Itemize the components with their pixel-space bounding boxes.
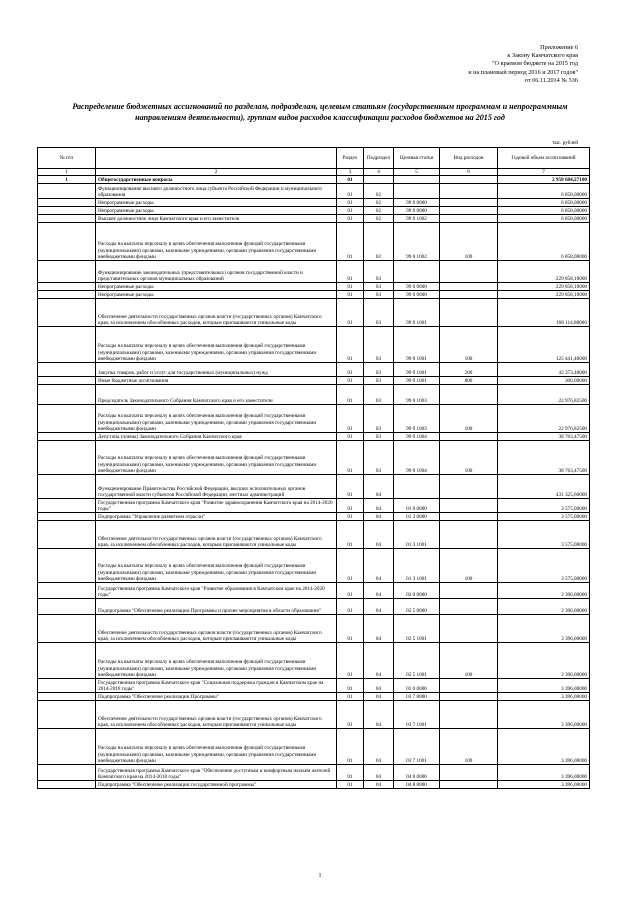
row-amount: 3 396,00000 bbox=[498, 693, 590, 701]
row-number bbox=[38, 199, 96, 207]
row-target-article: 99 0 1002 bbox=[394, 223, 440, 261]
row-name: Расходы на выплаты персоналу в целях обеспечения выполнения функций государственными (муниципальными) органами, казенными учреждениями, органами управления государственными внебюджетными фондами bbox=[96, 441, 337, 475]
row-name: Непрограммные расходы bbox=[96, 207, 337, 215]
row-amount: 3 575,00000 bbox=[498, 499, 590, 513]
row-amount: 6 858,00000 bbox=[498, 207, 590, 215]
table-row bbox=[38, 261, 590, 283]
row-podrazdel: 02 bbox=[364, 199, 394, 207]
table-row bbox=[38, 599, 590, 615]
table-row bbox=[38, 549, 590, 583]
row-name: Непрограммные расходы bbox=[96, 199, 337, 207]
appendix-line: к Закону Камчатского края bbox=[507, 52, 578, 60]
row-expense-type bbox=[440, 176, 498, 184]
row-number bbox=[38, 261, 96, 283]
row-expense-type bbox=[440, 679, 498, 693]
row-amount: 6 858,00000 bbox=[498, 215, 590, 223]
row-expense-type: 100 bbox=[440, 441, 498, 475]
row-podrazdel: 04 bbox=[364, 583, 394, 599]
row-podrazdel: 02 bbox=[364, 207, 394, 215]
table-row bbox=[38, 199, 590, 207]
row-podrazdel: 04 bbox=[364, 615, 394, 643]
row-number bbox=[38, 615, 96, 643]
row-amount: 3 396,00000 bbox=[498, 583, 590, 599]
row-name: Расходы на выплаты персоналу в целях обеспечения выполнения функций государственными (муниципальными) органами, казенными учреждениями, органами управления государственными внебюджетными фондами bbox=[96, 549, 337, 583]
row-amount: 3 396,00000 bbox=[498, 765, 590, 781]
row-amount: 125 441,40000 bbox=[498, 327, 590, 363]
row-number bbox=[38, 781, 96, 789]
row-name: Расходы на выплаты персоналу в целях обеспечения выполнения функций государственными (муниципальными) органами, казенными учреждениями, органами управления государственными внебюджетными фондами bbox=[96, 223, 337, 261]
appendix-line: и на плановый период 2016 и 2017 годов" bbox=[468, 68, 578, 76]
row-podrazdel: 03 bbox=[364, 291, 394, 299]
row-podrazdel: 02 bbox=[364, 223, 394, 261]
row-amount: 229 858,10000 bbox=[498, 291, 590, 299]
row-number bbox=[38, 765, 96, 781]
row-podrazdel: 03 bbox=[364, 261, 394, 283]
row-expense-type bbox=[440, 283, 498, 291]
row-number bbox=[38, 291, 96, 299]
row-name: Обеспечение деятельности государственных органов власти (государственных органов) Камчатского края, за исключением обособленных расходов, которым присваиваются уникальные коды bbox=[96, 701, 337, 729]
row-razdel: 01 bbox=[337, 215, 364, 223]
row-razdel: 01 bbox=[337, 327, 364, 363]
column-number-row bbox=[38, 169, 590, 176]
row-podrazdel: 02 bbox=[364, 184, 394, 199]
row-number bbox=[38, 729, 96, 765]
row-expense-type bbox=[440, 701, 498, 729]
row-amount: 3 396,00000 bbox=[498, 781, 590, 789]
row-podrazdel: 04 bbox=[364, 513, 394, 521]
row-expense-type bbox=[440, 693, 498, 701]
row-expense-type bbox=[440, 781, 498, 789]
row-razdel: 01 bbox=[337, 729, 364, 765]
col-number: 7 bbox=[498, 169, 590, 176]
row-razdel: 01 bbox=[337, 583, 364, 599]
row-name: Государственная программа Камчатского края "Социальная поддержка граждан в Камчатском крае на 2014-2018 годы" bbox=[96, 679, 337, 693]
row-podrazdel: 04 bbox=[364, 521, 394, 549]
table-row bbox=[38, 405, 590, 433]
row-razdel: 01 bbox=[337, 291, 364, 299]
row-razdel: 01 bbox=[337, 765, 364, 781]
row-razdel: 01 bbox=[337, 615, 364, 643]
row-amount: 229 858,10000 bbox=[498, 283, 590, 291]
row-podrazdel: 04 bbox=[364, 475, 394, 499]
row-razdel: 01 bbox=[337, 513, 364, 521]
row-number bbox=[38, 184, 96, 199]
row-expense-type bbox=[440, 385, 498, 405]
row-name: Государственная программа Камчатского края "Развитие образования в Камчатском крае на 2014-2020 годы" bbox=[96, 583, 337, 599]
appendix-header bbox=[338, 44, 578, 85]
row-podrazdel: 04 bbox=[364, 499, 394, 513]
table-row bbox=[38, 475, 590, 499]
row-expense-type bbox=[440, 499, 498, 513]
row-number bbox=[38, 701, 96, 729]
row-expense-type: 100 bbox=[440, 643, 498, 679]
row-razdel: 01 bbox=[337, 176, 364, 184]
row-name: Непрограммные расходы bbox=[96, 283, 337, 291]
row-amount: 3 575,00000 bbox=[498, 513, 590, 521]
row-razdel: 01 bbox=[337, 405, 364, 433]
row-target-article: 99 0 0000 bbox=[394, 291, 440, 299]
row-razdel: 01 bbox=[337, 207, 364, 215]
row-name: Функционирование высшего должностного лица субъекта Российской Федерации и муниципального образования bbox=[96, 184, 337, 199]
table-row bbox=[38, 615, 590, 643]
row-podrazdel: 04 bbox=[364, 679, 394, 693]
row-amount: 431 325,60000 bbox=[498, 475, 590, 499]
row-razdel: 01 bbox=[337, 549, 364, 583]
row-target-article: 99 0 1001 bbox=[394, 327, 440, 363]
document-title: Распределение бюджетных ассигнований по разделам, подразделам, целевым статьям (государственным программам и непрограммным направлениям деятельности), группам видов расходов классификации расходов бюджетов на 2015 год bbox=[72, 102, 568, 122]
row-number bbox=[38, 405, 96, 433]
row-expense-type bbox=[440, 207, 498, 215]
row-expense-type bbox=[440, 583, 498, 599]
row-name: Иные бюджетные ассигнования bbox=[96, 377, 337, 385]
row-name: Расходы на выплаты персоналу в целях обеспечения выполнения функций государственными (муниципальными) органами, казенными учреждениями, органами управления государственными внебюджетными фондами bbox=[96, 327, 337, 363]
row-amount: 3 575,00000 bbox=[498, 521, 590, 549]
row-name: Закупка товаров, работ и услуг для государственных (муниципальных) нужд bbox=[96, 363, 337, 377]
row-expense-type bbox=[440, 521, 498, 549]
row-target-article: 99 0 1001 bbox=[394, 377, 440, 385]
row-amount: 3 396,00000 bbox=[498, 679, 590, 693]
col-header-razdel: Раздел bbox=[337, 148, 364, 169]
row-target-article: 03 7 1001 bbox=[394, 729, 440, 765]
row-name: Государственная программа Камчатского края "Развитие здравоохранения Камчатского края на 2014-2020 годы" bbox=[96, 499, 337, 513]
row-name: Общегосударственные вопросы bbox=[96, 176, 337, 184]
col-header-podrazdel: Подраздел bbox=[364, 148, 394, 169]
row-name: Непрограммные расходы bbox=[96, 291, 337, 299]
row-name: Обеспечение деятельности государственных органов власти (государственных органов) Камчатского края, за исключением обособленных расходов, которым присваиваются уникальные коды bbox=[96, 615, 337, 643]
row-target-article: 04 0 0000 bbox=[394, 765, 440, 781]
table-row bbox=[38, 693, 590, 701]
row-razdel: 01 bbox=[337, 363, 364, 377]
row-name: Подпрограмма "Обеспечение реализации Программы" bbox=[96, 693, 337, 701]
row-amount: 300,00000 bbox=[498, 377, 590, 385]
row-razdel: 01 bbox=[337, 377, 364, 385]
row-target-article: 99 0 1001 bbox=[394, 363, 440, 377]
row-target-article: 99 0 1003 bbox=[394, 405, 440, 433]
row-razdel: 01 bbox=[337, 781, 364, 789]
table-row bbox=[38, 729, 590, 765]
col-header-name bbox=[96, 148, 337, 169]
row-number bbox=[38, 283, 96, 291]
col-header-number: № п/п bbox=[38, 148, 96, 169]
row-number bbox=[38, 441, 96, 475]
row-amount: 3 396,00000 bbox=[498, 615, 590, 643]
row-razdel: 01 bbox=[337, 283, 364, 291]
row-number bbox=[38, 299, 96, 327]
row-amount: 168 114,80000 bbox=[498, 299, 590, 327]
row-podrazdel: 04 bbox=[364, 701, 394, 729]
row-razdel: 01 bbox=[337, 385, 364, 405]
row-name: Подпрограмма "Управление развитием отрасли" bbox=[96, 513, 337, 521]
row-name: Высшее должностное лицо Камчатского края и его заместители bbox=[96, 215, 337, 223]
unit-label: тыс. рублей bbox=[552, 140, 578, 146]
row-number bbox=[38, 583, 96, 599]
table-row bbox=[38, 499, 590, 513]
row-amount: 38 763,47500 bbox=[498, 441, 590, 475]
row-target-article: 01 3 0000 bbox=[394, 513, 440, 521]
row-number bbox=[38, 549, 96, 583]
row-number bbox=[38, 215, 96, 223]
row-name: Подпрограмма "Обеспечение реализации государственной программы" bbox=[96, 781, 337, 789]
table-row bbox=[38, 433, 590, 441]
row-podrazdel: 04 bbox=[364, 729, 394, 765]
row-number bbox=[38, 433, 96, 441]
table-row bbox=[38, 583, 590, 599]
row-podrazdel: 04 bbox=[364, 643, 394, 679]
appendix-line: "О краевом бюджете на 2015 год bbox=[492, 60, 578, 68]
table-row bbox=[38, 679, 590, 693]
row-expense-type bbox=[440, 291, 498, 299]
row-name: Расходы на выплаты персоналу в целях обеспечения выполнения функций государственными (муниципальными) органами, казенными учреждениями, органами управления государственными внебюджетными фондами bbox=[96, 643, 337, 679]
table-row bbox=[38, 184, 590, 199]
row-amount: 229 858,10000 bbox=[498, 261, 590, 283]
row-number bbox=[38, 385, 96, 405]
row-razdel: 01 bbox=[337, 475, 364, 499]
row-amount: 6 858,00000 bbox=[498, 184, 590, 199]
row-number bbox=[38, 207, 96, 215]
row-amount: 3 396,00000 bbox=[498, 701, 590, 729]
row-expense-type bbox=[440, 513, 498, 521]
row-amount: 38 763,47500 bbox=[498, 433, 590, 441]
table-row bbox=[38, 701, 590, 729]
row-target-article: 02 5 0000 bbox=[394, 599, 440, 615]
row-podrazdel: 03 bbox=[364, 433, 394, 441]
row-podrazdel: 04 bbox=[364, 765, 394, 781]
table-row bbox=[38, 781, 590, 789]
col-number: 1 bbox=[38, 169, 96, 176]
col-number: 2 bbox=[96, 169, 337, 176]
row-target-article: 99 0 0000 bbox=[394, 283, 440, 291]
row-razdel: 01 bbox=[337, 433, 364, 441]
row-expense-type bbox=[440, 299, 498, 327]
row-target-article: 99 0 1004 bbox=[394, 433, 440, 441]
appendix-line: от 06.11.2014 № 536 bbox=[524, 76, 578, 84]
appendix-line: Приложение 6 bbox=[540, 44, 578, 51]
row-expense-type bbox=[440, 615, 498, 643]
table-row bbox=[38, 207, 590, 215]
row-name: Подпрограмма "Обеспечение реализации Программы и прочие мероприятия в области образования" bbox=[96, 599, 337, 615]
row-number bbox=[38, 377, 96, 385]
row-razdel: 01 bbox=[337, 521, 364, 549]
row-expense-type bbox=[440, 765, 498, 781]
row-target-article: 01 3 1001 bbox=[394, 549, 440, 583]
table-header-row bbox=[38, 148, 590, 169]
row-target-article: 01 0 0000 bbox=[394, 499, 440, 513]
row-target-article bbox=[394, 475, 440, 499]
row-name: Функционирование Правительства Российской Федерации, высших исполнительных органов государственной власти субъектов Российской Федерации, местных администраций bbox=[96, 475, 337, 499]
table-row bbox=[38, 385, 590, 405]
row-razdel: 01 bbox=[337, 701, 364, 729]
row-expense-type: 100 bbox=[440, 223, 498, 261]
table-row bbox=[38, 513, 590, 521]
row-expense-type: 100 bbox=[440, 405, 498, 433]
table-row bbox=[38, 299, 590, 327]
row-razdel: 01 bbox=[337, 261, 364, 283]
row-podrazdel: 04 bbox=[364, 693, 394, 701]
table-row bbox=[38, 521, 590, 549]
table-row bbox=[38, 643, 590, 679]
row-expense-type bbox=[440, 475, 498, 499]
row-target-article: 99 0 0000 bbox=[394, 199, 440, 207]
row-number bbox=[38, 513, 96, 521]
table-row bbox=[38, 441, 590, 475]
row-target-article: 02 0 0000 bbox=[394, 583, 440, 599]
row-razdel: 01 bbox=[337, 599, 364, 615]
col-header-expense-type: Вид расходов bbox=[440, 148, 498, 169]
row-target-article bbox=[394, 176, 440, 184]
row-podrazdel: 03 bbox=[364, 405, 394, 433]
row-amount: 22 976,82500 bbox=[498, 405, 590, 433]
row-name: Расходы на выплаты персоналу в целях обеспечения выполнения функций государственными (муниципальными) органами, казенными учреждениями, органами управления государственными внебюджетными фондами bbox=[96, 729, 337, 765]
row-target-article: 03 7 0000 bbox=[394, 693, 440, 701]
row-podrazdel: 03 bbox=[364, 385, 394, 405]
row-name: Депутаты (члены) Законодательного Собрания Камчатского края bbox=[96, 433, 337, 441]
row-target-article: 02 5 1001 bbox=[394, 615, 440, 643]
row-target-article: 99 0 1002 bbox=[394, 215, 440, 223]
row-razdel: 01 bbox=[337, 199, 364, 207]
table-row bbox=[38, 327, 590, 363]
row-name: Обеспечение деятельности государственных органов власти (государственных органов) Камчатского края, за исключением обособленных расходов, которым присваиваются уникальные коды bbox=[96, 521, 337, 549]
row-number bbox=[38, 499, 96, 513]
row-podrazdel bbox=[364, 176, 394, 184]
row-amount: 42 373,40000 bbox=[498, 363, 590, 377]
row-razdel: 01 bbox=[337, 184, 364, 199]
row-number bbox=[38, 599, 96, 615]
row-expense-type bbox=[440, 215, 498, 223]
row-target-article bbox=[394, 261, 440, 283]
row-target-article: 04 8 0000 bbox=[394, 781, 440, 789]
table-body bbox=[38, 176, 590, 789]
row-target-article: 99 0 1003 bbox=[394, 385, 440, 405]
row-podrazdel: 03 bbox=[364, 377, 394, 385]
row-target-article: 01 3 1001 bbox=[394, 521, 440, 549]
row-podrazdel: 03 bbox=[364, 327, 394, 363]
row-amount: 3 575,00000 bbox=[498, 549, 590, 583]
row-expense-type: 100 bbox=[440, 327, 498, 363]
row-expense-type bbox=[440, 199, 498, 207]
row-target-article bbox=[394, 184, 440, 199]
row-expense-type: 200 bbox=[440, 363, 498, 377]
row-podrazdel: 03 bbox=[364, 363, 394, 377]
row-target-article: 99 0 1001 bbox=[394, 299, 440, 327]
row-expense-type bbox=[440, 433, 498, 441]
row-target-article: 99 0 0000 bbox=[394, 207, 440, 215]
row-number: 1 bbox=[38, 176, 96, 184]
table-row bbox=[38, 363, 590, 377]
col-header-annual-amount: Годовой объем ассигнований bbox=[498, 148, 590, 169]
table-row bbox=[38, 215, 590, 223]
row-podrazdel: 02 bbox=[364, 215, 394, 223]
table-row bbox=[38, 765, 590, 781]
table-row bbox=[38, 377, 590, 385]
row-target-article: 03 7 1001 bbox=[394, 701, 440, 729]
row-amount: 3 396,00000 bbox=[498, 599, 590, 615]
row-podrazdel: 04 bbox=[364, 549, 394, 583]
row-name: Государственная программа Камчатского края "Обеспечение доступным и комфортным жильем жителей Камчатского края на 2014-2018 годы" bbox=[96, 765, 337, 781]
col-number: 6 bbox=[440, 169, 498, 176]
col-number: 3 bbox=[337, 169, 364, 176]
row-number bbox=[38, 693, 96, 701]
row-podrazdel: 03 bbox=[364, 441, 394, 475]
table-row bbox=[38, 223, 590, 261]
row-expense-type bbox=[440, 261, 498, 283]
row-expense-type bbox=[440, 599, 498, 615]
row-number bbox=[38, 521, 96, 549]
row-razdel: 01 bbox=[337, 679, 364, 693]
budget-table bbox=[37, 147, 590, 789]
row-name: Расходы на выплаты персоналу в целях обеспечения выполнения функций государственными (муниципальными) органами, казенными учреждениями, органами управления государственными внебюджетными фондами bbox=[96, 405, 337, 433]
row-podrazdel: 03 bbox=[364, 299, 394, 327]
row-amount: 6 858,00000 bbox=[498, 199, 590, 207]
row-expense-type: 100 bbox=[440, 549, 498, 583]
col-header-target-article: Целевая статья bbox=[394, 148, 440, 169]
row-target-article: 03 0 0000 bbox=[394, 679, 440, 693]
row-amount: 6 858,00000 bbox=[498, 223, 590, 261]
row-podrazdel: 03 bbox=[364, 283, 394, 291]
row-podrazdel: 04 bbox=[364, 599, 394, 615]
row-razdel: 01 bbox=[337, 499, 364, 513]
row-number bbox=[38, 679, 96, 693]
table-row bbox=[38, 176, 590, 184]
row-razdel: 01 bbox=[337, 223, 364, 261]
row-number bbox=[38, 327, 96, 363]
row-amount: 3 396,00000 bbox=[498, 643, 590, 679]
row-amount: 22 976,82500 bbox=[498, 385, 590, 405]
row-razdel: 01 bbox=[337, 299, 364, 327]
table-row bbox=[38, 291, 590, 299]
row-number bbox=[38, 643, 96, 679]
row-podrazdel: 04 bbox=[364, 781, 394, 789]
row-expense-type: 100 bbox=[440, 729, 498, 765]
row-number bbox=[38, 475, 96, 499]
col-number: 5 bbox=[394, 169, 440, 176]
row-razdel: 01 bbox=[337, 441, 364, 475]
row-razdel: 01 bbox=[337, 693, 364, 701]
row-name: Функционирование законодательных (представительных) органов государственной власти и представительных органов муниципальных образований bbox=[96, 261, 337, 283]
row-expense-type bbox=[440, 184, 498, 199]
page-number: 1 bbox=[318, 873, 322, 879]
row-amount: 2 958 684,27100 bbox=[498, 176, 590, 184]
row-number bbox=[38, 223, 96, 261]
row-name: Обеспечение деятельности государственных органов власти (государственных органов) Камчатского края, за исключением обособленных расходов, которым присваиваются уникальные коды bbox=[96, 299, 337, 327]
row-number bbox=[38, 363, 96, 377]
table-row bbox=[38, 283, 590, 291]
row-expense-type: 800 bbox=[440, 377, 498, 385]
row-amount: 3 396,00000 bbox=[498, 729, 590, 765]
row-target-article: 02 5 1001 bbox=[394, 643, 440, 679]
row-razdel: 01 bbox=[337, 643, 364, 679]
row-name: Председатель Законодательного Собрания Камчатского края и его заместители bbox=[96, 385, 337, 405]
col-number: 4 bbox=[364, 169, 394, 176]
row-target-article: 99 0 1004 bbox=[394, 441, 440, 475]
